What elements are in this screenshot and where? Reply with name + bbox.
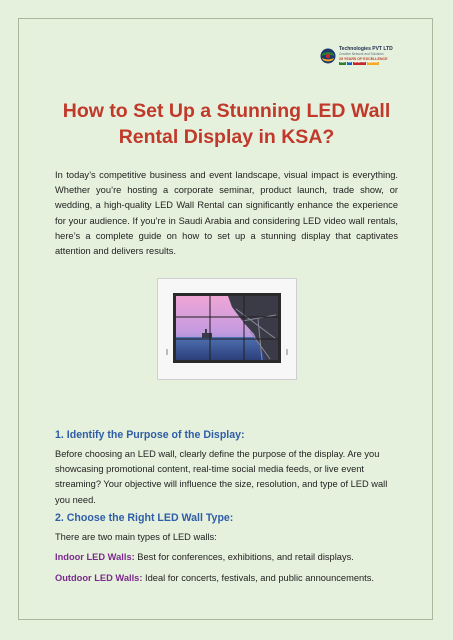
company-logo: [320, 44, 400, 68]
list-item-indoor: [55, 550, 398, 565]
logo-name: Technologies PVT LTD: [339, 46, 393, 53]
desc-indoor: Best for conferences, exhibitions, and retail displays.: [134, 552, 354, 562]
intro-paragraph: In today’s competitive business and event landscape, visual impact is everything. Whether you’re hosting a corporate seminar, product launch, trade show, or wedding, a high-quality LED Wall Rental can significantly enhance the experience for your audience. If you’re in Saudi Arabia and considering LED video wall rentals, here’s a complete guide on how to set up a stunning display that captivates attention and delivers results.: [55, 170, 398, 257]
document-title: How to Set Up a Stunning LED Wall Rental Display in KSA?: [62, 100, 391, 148]
logo-pills: [339, 62, 393, 65]
section-heading-type: 2. Choose the Right LED Wall Type:: [55, 512, 234, 524]
logo-tagline: Creative Network and Solutions: [339, 52, 384, 57]
logo-pill: RENTAL: [367, 61, 378, 65]
list-item-outdoor: [55, 571, 398, 586]
term-indoor: Indoor LED Walls:: [55, 552, 135, 562]
logo-pill: AV: [348, 61, 352, 65]
logo-pill: LED: [340, 61, 346, 65]
section-heading-purpose: 1. Identify the Purpose of the Display:: [55, 429, 245, 441]
logo-pill: EVENTS: [354, 61, 365, 65]
section-body-purpose: Before choosing an LED wall, clearly define the purpose of the display. Are you showcasing promotional content, real-time social media feeds, or live event streaming? Your objective will influence the size, resolution, and type of LED wall you need.: [55, 449, 388, 505]
logo-years: 25 YEARS OF EXCELLENCE: [339, 56, 388, 61]
desc-outdoor: Ideal for concerts, festivals, and public announcements.: [142, 573, 374, 583]
section-body-type: There are two main types of LED walls:: [55, 532, 217, 542]
led-wall-photo: [157, 278, 297, 380]
term-outdoor: Outdoor LED Walls:: [55, 573, 143, 583]
led-wall-illustration: [158, 279, 296, 379]
logo-globe-icon: [320, 48, 336, 64]
